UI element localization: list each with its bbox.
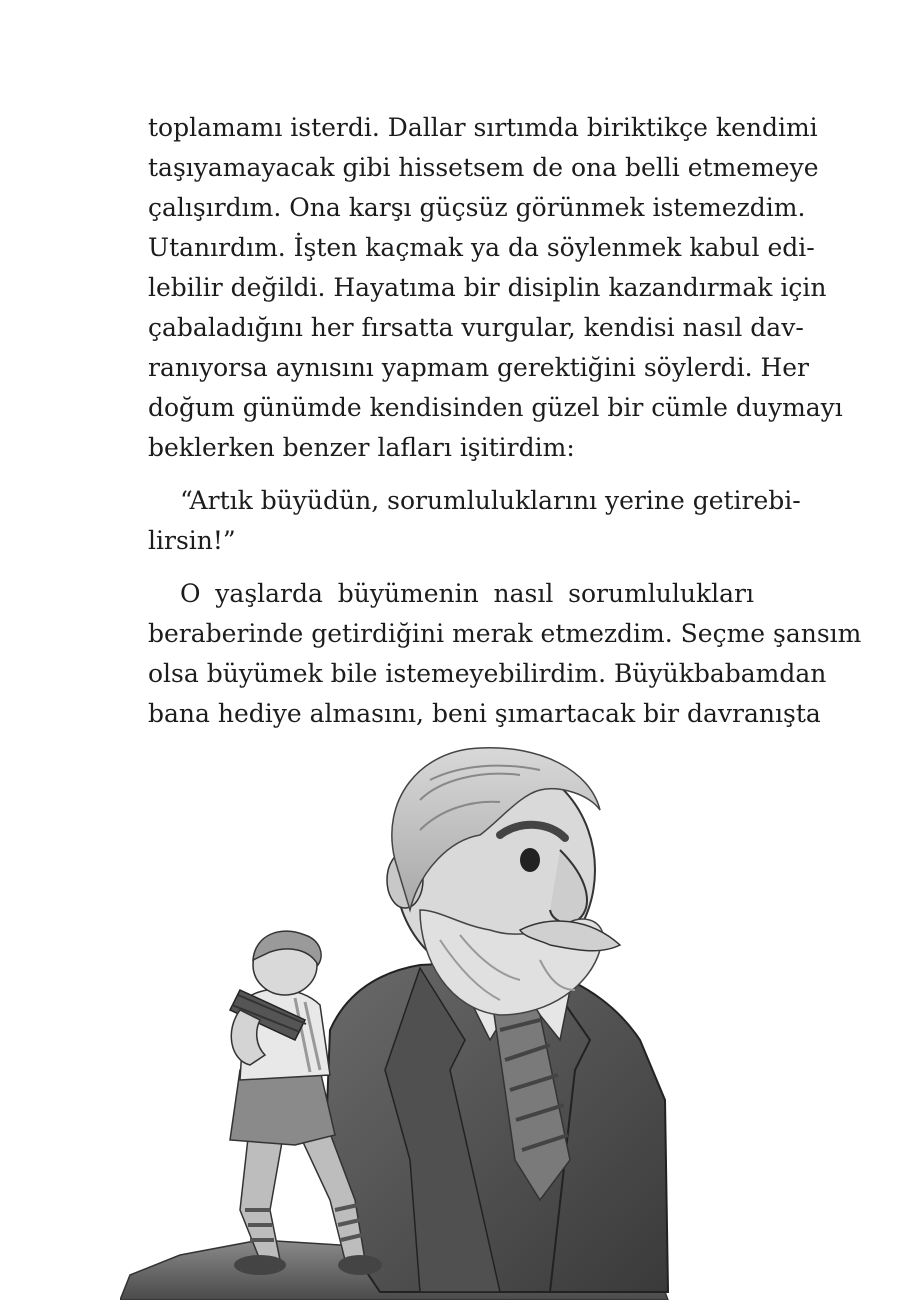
text-line: bana hediye almasını, beni şımartacak bir davranışta	[148, 699, 821, 728]
text-line: O yaşlarda büyümenin nasıl sorumlulukları	[180, 579, 754, 608]
text-line: çabaladığını her fırsatta vurgular, kendisi nasıl dav-	[148, 313, 804, 342]
body-text	[148, 108, 862, 747]
text-line: Utanırdım. İşten kaçmak ya da söylenmek kabul edi-	[148, 233, 815, 262]
paragraph-3	[148, 574, 862, 734]
text-line: taşıyamayacak gibi hissetsem de ona belli etmemeye	[148, 153, 819, 182]
paragraph-2	[148, 481, 801, 561]
text-line: doğum günümde kendisinden güzel bir cümle duymayı	[148, 393, 843, 422]
text-line: ranıyorsa aynısını yapmam gerektiğini söylerdi. Her	[148, 353, 810, 382]
text-line: beklerken benzer lafları işitirdim:	[148, 433, 575, 462]
text-line: olsa büyümek bile istemeyebilirdim. Büyükbabamdan	[148, 659, 827, 688]
text-line: lebilir değildi. Hayatıma bir disiplin kazandırmak için	[148, 273, 827, 302]
paragraph-1	[148, 108, 843, 468]
text-line: lirsin!”	[148, 526, 236, 555]
text-line: “Artık büyüdün, sorumluluklarını yerine getirebi-	[180, 486, 801, 515]
text-line: beraberinde getirdiğini merak etmezdim. Seçme şansım	[148, 619, 862, 648]
text-line: toplamamı isterdi. Dallar sırtımda biriktikçe kendimi	[148, 113, 818, 142]
grandfather-and-boy-illustration	[120, 740, 680, 1300]
text-line: çalışırdım. Ona karşı güçsüz görünmek istemezdim.	[148, 193, 806, 222]
